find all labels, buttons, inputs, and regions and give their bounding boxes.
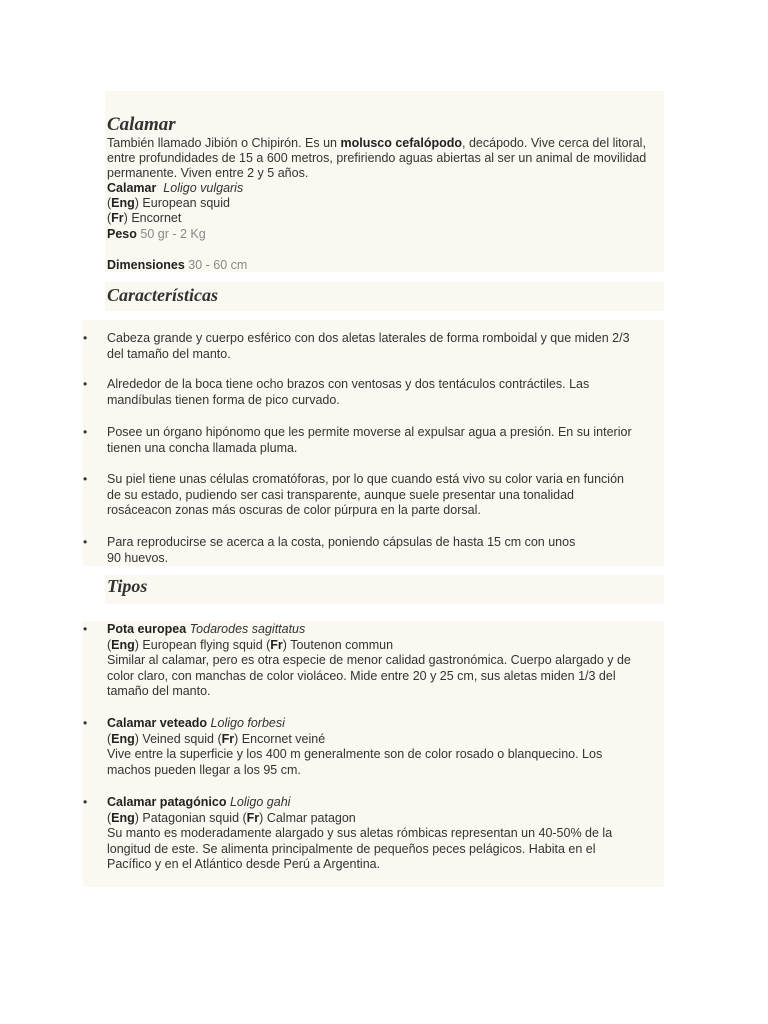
dimensions-line: Dimensiones 30 - 60 cm <box>107 258 248 272</box>
list-item-text: tienen una concha llamada pluma. <box>107 440 298 455</box>
english-name-line: (Eng) European squid <box>107 196 230 210</box>
bullet-icon: • <box>83 622 88 636</box>
tipo-species-line: Calamar veteado Loligo forbesi <box>107 716 285 730</box>
bullet-icon: • <box>83 535 88 549</box>
tipo-species-line: Pota europea Todarodes sagittatus <box>107 622 306 636</box>
tipo-desc-line: tamaño del manto. <box>107 684 211 698</box>
list-item-text: rosáceacon zonas más oscuras de color púrpura en la parte dorsal. <box>107 503 481 517</box>
intro-desc-line-2: entre profundidades de 15 a 600 metros, prefiriendo aguas abiertas al ser un animal de movilidad <box>107 151 647 165</box>
caracteristicas-heading: Características <box>107 285 218 305</box>
list-item-text: de su estado, pudiendo ser casi transparente, aunque suele presentar una tonalidad <box>107 487 574 502</box>
tipo-desc-line: Su manto es moderadamente alargado y sus aletas rómbicas representan un 40-50% de la <box>107 826 613 840</box>
tipo-desc-line: Similar al calamar, pero es otra especie de menor calidad gastronómica. Cuerpo alargado y de <box>107 653 631 667</box>
bullet-icon: • <box>83 716 88 730</box>
list-item-text: Su piel tiene unas células cromatóforas, por lo que cuando está vivo su color varia en función <box>107 472 624 486</box>
tipo-desc-line: machos pueden llegar a los 95 cm. <box>107 762 301 777</box>
tipo-names-line: (Eng) European flying squid (Fr) Toutenon commun <box>107 637 394 652</box>
list-item-text: Posee un órgano hipónomo que les permite moverse al expulsar agua a presión. En su interior <box>107 425 632 439</box>
bullet-icon: • <box>83 795 88 809</box>
bullet-icon: • <box>83 425 88 439</box>
species-line: Calamar Loligo vulgaris <box>107 181 244 195</box>
list-item-text: Para reproducirse se acerca a la costa, poniendo cápsulas de hasta 15 cm con unos <box>107 535 576 549</box>
tipo-desc-line: color claro, con manchas de color violáceo. Mide entre 20 y 25 cm, sus aletas miden 1/3 del <box>107 668 616 683</box>
page-title: Calamar <box>107 114 176 135</box>
french-name-line: (Fr) Encornet <box>107 211 182 225</box>
bullet-icon: • <box>83 331 88 345</box>
tipo-names-line: (Eng) Patagonian squid (Fr) Calmar patagon <box>107 810 356 825</box>
list-item-text: 90 huevos. <box>107 550 169 565</box>
tipo-names-line: (Eng) Veined squid (Fr) Encornet veiné <box>107 731 326 746</box>
tipo-desc-line: Pacífico y en el Atlántico desde Perú a Argentina. <box>107 857 381 871</box>
bullet-icon: • <box>83 472 88 486</box>
intro-desc-line-3: permanente. Viven entre 2 y 5 años. <box>107 166 309 180</box>
tipo-desc-line: longitud de este. Se alimenta principalmente de pequeños peces pelágicos. Habita en el <box>107 841 596 856</box>
tipo-species-line: Calamar patagónico Loligo gahi <box>107 795 291 809</box>
bullet-icon: • <box>83 377 88 391</box>
weight-line: Peso 50 gr - 2 Kg <box>107 227 206 241</box>
tipo-desc-line: Vive entre la superficie y los 400 m generalmente son de color rosado o blanquecino. Los <box>107 747 603 761</box>
intro-desc-line-1: También llamado Jibión o Chipirón. Es un molusco cefalópodo, decápodo. Vive cerca del litoral, <box>107 136 646 150</box>
list-item-text: del tamaño del manto. <box>107 346 231 361</box>
list-item-text: Alrededor de la boca tiene ocho brazos con ventosas y dos tentáculos contráctiles. Las <box>107 377 590 391</box>
list-item-text: mandíbulas tienen forma de pico curvado. <box>107 392 340 407</box>
tipos-header-panel <box>105 575 664 604</box>
list-item-text: Cabeza grande y cuerpo esférico con dos aletas laterales de forma romboidal y que miden 2/3 <box>107 331 630 345</box>
tipos-heading: Tipos <box>107 576 148 596</box>
